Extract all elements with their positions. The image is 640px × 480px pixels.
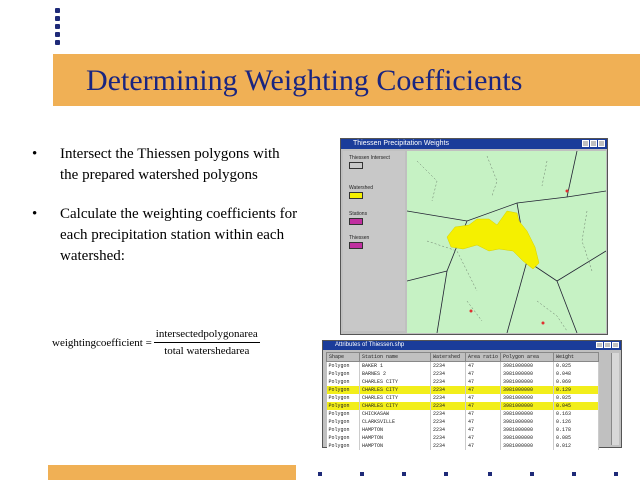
table-cell: Polygon [327, 378, 360, 386]
table-cell: 47 [466, 370, 501, 378]
column-header[interactable]: Area ratio [466, 353, 501, 362]
table-cell: 2234 [431, 402, 466, 410]
table-cell: 2234 [431, 426, 466, 434]
table-cell: 2234 [431, 386, 466, 394]
table-cell: Polygon [327, 386, 360, 394]
legend-label: Watershed [349, 185, 373, 191]
table-cell: 0.045 [554, 402, 599, 410]
table-cell: 2234 [431, 410, 466, 418]
table-cell: 3981000000 [501, 426, 554, 434]
table-cell: 47 [466, 426, 501, 434]
table-cell: 3981000000 [501, 442, 554, 450]
table-cell: 3981000000 [501, 394, 554, 402]
bullet-marker: • [32, 206, 38, 222]
table-cell: 3981000000 [501, 362, 554, 371]
table-cell: 0.025 [554, 362, 599, 371]
table-cell: 47 [466, 442, 501, 450]
table-titlebar[interactable] [323, 341, 621, 350]
table-row[interactable] [327, 378, 599, 386]
table-cell: 3981000000 [501, 434, 554, 442]
table-cell: 3981000000 [501, 370, 554, 378]
table-cell: 47 [466, 410, 501, 418]
bottom-band [48, 465, 296, 480]
table-scrollbar[interactable] [611, 353, 619, 445]
table-cell: 3981000000 [501, 378, 554, 386]
legend-label: Thiessen Intersect [349, 155, 390, 161]
table-cell: 0.178 [554, 426, 599, 434]
table-row[interactable] [327, 434, 599, 442]
table-cell: 0.025 [554, 394, 599, 402]
table-cell: CHARLES CITY [360, 378, 431, 386]
table-cell: Polygon [327, 362, 360, 371]
legend-label: Thiessen [349, 235, 370, 241]
table-cell: Polygon [327, 426, 360, 434]
minimize-button[interactable] [582, 140, 589, 147]
close-button[interactable] [598, 140, 605, 147]
table-cell: 0.129 [554, 386, 599, 394]
page-title: Determining Weighting Coefficients [86, 64, 523, 97]
close-button[interactable] [612, 342, 619, 348]
legend-item[interactable] [349, 235, 369, 249]
table-cell: 47 [466, 434, 501, 442]
table-cell: 2234 [431, 370, 466, 378]
formula-denominator: total watershedarea [164, 345, 250, 357]
maximize-button[interactable] [604, 342, 611, 348]
table-cell: 2234 [431, 442, 466, 450]
table-cell: 2234 [431, 378, 466, 386]
table-cell: 2234 [431, 418, 466, 426]
table-cell: CHICKASAW [360, 410, 431, 418]
table-row[interactable] [327, 394, 599, 402]
column-header[interactable]: Station name [360, 353, 431, 362]
station-marker[interactable] [470, 310, 473, 313]
legend-item[interactable] [349, 185, 373, 199]
table-cell: Polygon [327, 410, 360, 418]
gis-map-window [340, 138, 608, 335]
table-cell: 3981000000 [501, 386, 554, 394]
column-header[interactable]: Polygon area [501, 353, 554, 362]
bullet-marker: • [32, 146, 38, 162]
table-cell: Polygon [327, 370, 360, 378]
table-cell: Polygon [327, 418, 360, 426]
table-cell: 0.012 [554, 442, 599, 450]
table-row[interactable] [327, 370, 599, 378]
bullet-item [32, 144, 302, 186]
table-cell: 47 [466, 402, 501, 410]
table-window-title: Attributes of Thiessen.shp [335, 342, 405, 348]
table-body [327, 362, 599, 451]
station-marker[interactable] [566, 190, 569, 193]
table-cell: HAMPTON [360, 434, 431, 442]
formula-lhs: weightingcoefficient = [52, 336, 152, 349]
gis-window-title: Thiessen Precipitation Weights [353, 140, 449, 147]
table-cell: 0.085 [554, 434, 599, 442]
table-row[interactable] [327, 442, 599, 450]
table-cell: CLARKSVILLE [360, 418, 431, 426]
map-view[interactable] [407, 151, 606, 333]
table-cell: 2234 [431, 362, 466, 371]
formula-fraction [154, 328, 260, 357]
legend-label: Stations [349, 211, 368, 217]
map-legend [343, 151, 405, 331]
attribute-table-window [322, 340, 622, 448]
table-cell: 47 [466, 362, 501, 371]
station-marker[interactable] [542, 322, 545, 325]
table-cell: CHARLES CITY [360, 402, 431, 410]
column-header[interactable]: Watershed [431, 353, 466, 362]
table-cell: HAMPTON [360, 442, 431, 450]
table-cell: 47 [466, 418, 501, 426]
table-cell: BARNES 2 [360, 370, 431, 378]
legend-swatch [349, 192, 363, 199]
table-cell: Polygon [327, 442, 360, 450]
table-cell: 2234 [431, 394, 466, 402]
table-cell: 0.069 [554, 378, 599, 386]
table-cell: 3981000000 [501, 418, 554, 426]
legend-swatch [349, 242, 363, 249]
column-header[interactable]: Shape [327, 353, 360, 362]
table-row[interactable] [327, 362, 599, 371]
table-cell: CHARLES CITY [360, 394, 431, 402]
legend-swatch [349, 162, 363, 169]
table-header-row [327, 353, 599, 362]
table-cell: 47 [466, 378, 501, 386]
table-cell: 0.163 [554, 410, 599, 418]
table-row[interactable] [327, 418, 599, 426]
maximize-button[interactable] [590, 140, 597, 147]
table-cell: 47 [466, 386, 501, 394]
bullet-text: Calculate the weighting coefficients for each precipitation station within each watershed: [60, 206, 298, 264]
table-cell: HAMPTON [360, 426, 431, 434]
table-cell: 3981000000 [501, 410, 554, 418]
table-cell: Polygon [327, 434, 360, 442]
weighting-formula [52, 328, 260, 357]
table-cell: Polygon [327, 394, 360, 402]
table-row[interactable] [327, 386, 599, 394]
bullet-list [32, 144, 302, 285]
table-cell: 47 [466, 394, 501, 402]
table-row[interactable] [327, 426, 599, 434]
table-row[interactable] [327, 410, 599, 418]
table-cell: 3981000000 [501, 402, 554, 410]
table-cell: 2234 [431, 434, 466, 442]
table-cell: Polygon [327, 402, 360, 410]
table-cell: 0.126 [554, 418, 599, 426]
attribute-table [326, 352, 599, 450]
table-cell: 0.048 [554, 370, 599, 378]
column-header[interactable]: Weight [554, 353, 599, 362]
legend-item[interactable] [349, 211, 367, 225]
table-cell: CHARLES CITY [360, 386, 431, 394]
table-row[interactable] [327, 402, 599, 410]
legend-item[interactable] [349, 155, 390, 169]
bullet-text: Intersect the Thiessen polygons with the prepared watershed polygons [60, 146, 280, 183]
gis-titlebar[interactable] [341, 139, 607, 149]
formula-numerator: intersectedpolygonarea [154, 328, 260, 343]
map-canvas [407, 151, 606, 333]
table-cell: BAKER 1 [360, 362, 431, 371]
legend-swatch [349, 218, 363, 225]
minimize-button[interactable] [596, 342, 603, 348]
bullet-item [32, 204, 302, 267]
